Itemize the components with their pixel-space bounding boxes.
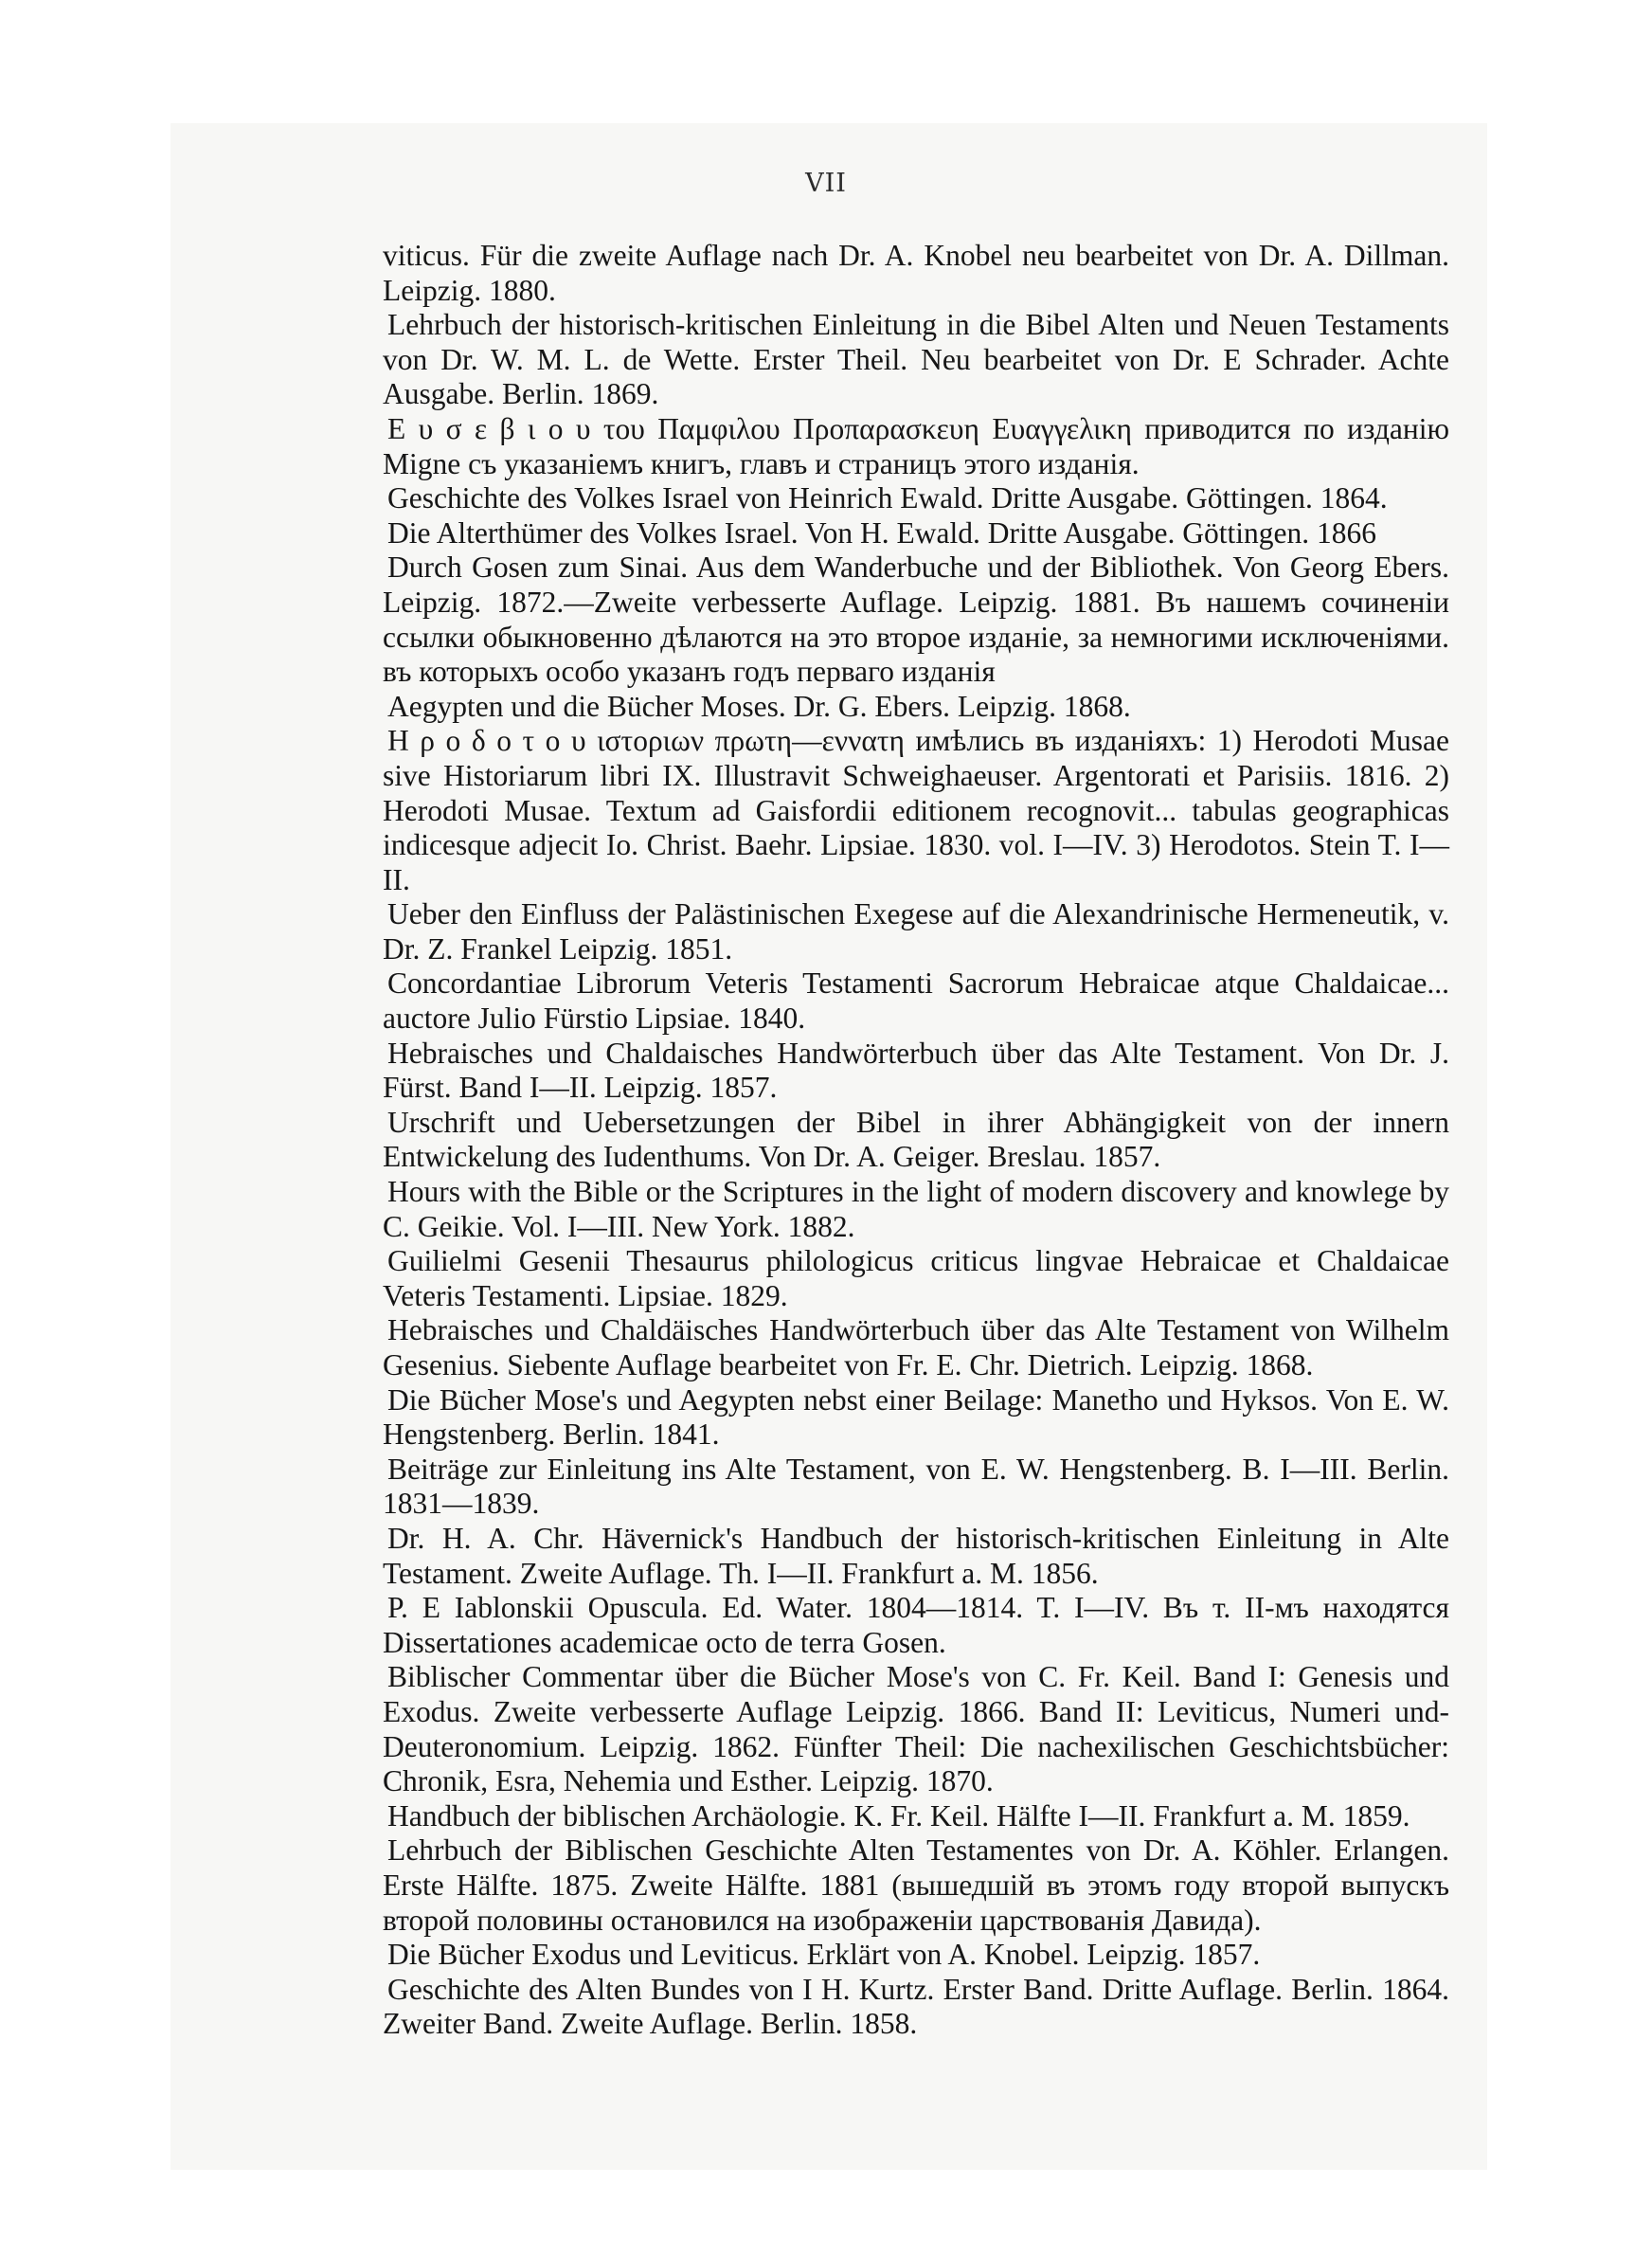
page-number: VII — [805, 169, 847, 198]
bib-entry: Urschrift und Uebersetzungen der Bibel in ihrer Abhängigkeit von der innern Entwickelung des Iudenthums. Von Dr. A. Geiger. Breslau. 1857. — [383, 1105, 1449, 1174]
bib-entry: Ε υ σ ε β ι ο υ του Παμφιλου Προπαρασκευη Ευαγγελικη приводится по изданію Migne съ указаніемъ книгъ, главъ и страницъ этого изданія. — [383, 411, 1449, 480]
bib-entry: Hebraisches und Chaldaisches Handwörterbuch über das Alte Testament. Von Dr. J. Fürst. Band I—II. Leipzig. 1857. — [383, 1036, 1449, 1105]
bib-entry: Lehrbuch der historisch-kritischen Einleitung in die Bibel Alten und Neuen Testaments von Dr. W. M. L. de Wette. Erster Theil. Neu bearbeitet von Dr. E Schrader. Achte Ausgabe. Berlin. 1869. — [383, 308, 1449, 411]
bib-entry: Η ρ ο δ ο τ ο υ ιστοριων πρωτη—εννατη имѣлись въ изданіяхъ: 1) Herodoti Musae sive Historiarum libri IX. Illustravit Schweighaeuser. Argentorati et Parisiis. 1816. 2) Herodoti Musae. Textum ad Gaisfordii editionem recognovit... tabulas geographicas indicesque adjecit Io. Christ. Baehr. Lipsiae. 1830. vol. I—IV. 3) Herodotos. Stein T. I—II. — [383, 724, 1449, 896]
bib-entry: P. E Iablonskii Opuscula. Ed. Water. 1804—1814. T. I—IV. Въ т. II-мъ находятся Dissertationes academicae octo de terra Gosen. — [383, 1591, 1449, 1659]
bib-entry: Durch Gosen zum Sinai. Aus dem Wanderbuche und der Bibliothek. Von Georg Ebers. Leipzig. 1872.—Zweite verbesserte Auflage. Leipzig. 1881. Въ нашемъ сочиненіи ссылки обыкновенно дѣлаются на это второе изданіе, за немногими исключеніями. въ которыхъ особо указанъ годъ перваго изданія — [383, 551, 1449, 689]
bib-entry: Handbuch der biblischen Archäologie. K. Fr. Keil. Hälfte I—II. Frankfurt a. M. 1859. — [387, 1798, 1410, 1833]
bib-entry: Die Alterthümer des Volkes Israel. Von H. Ewald. Dritte Ausgabe. Göttingen. 1866 — [387, 515, 1377, 550]
bib-entry: Geschichte des Volkes Israel von Heinrich Ewald. Dritte Ausgabe. Göttingen. 1864. — [387, 481, 1388, 515]
bib-entry: Dr. H. A. Chr. Hävernick's Handbuch der historisch-kritischen Einleitung in Alte Testament. Zweite Auflage. Th. I—II. Frankfurt a. M. 1856. — [383, 1521, 1449, 1590]
bibliography-text — [383, 239, 1449, 2042]
bib-entry: Hours with the Bible or the Scriptures in the light of modern discovery and knowlege by C. Geikie. Vol. I—III. New York. 1882. — [383, 1175, 1449, 1243]
bib-entry: Concordantiae Librorum Veteris Testamenti Sacrorum Hebraicae atque Chaldaicae... auctore Julio Fürstio Lipsiae. 1840. — [383, 966, 1449, 1036]
bib-entry: Lehrbuch der Biblischen Geschichte Alten Testamentes von Dr. A. Köhler. Erlangen. Erste Hälfte. 1875. Zweite Hälfte. 1881 (вышедшій въ этомъ году второй выпускъ второй половины остановился на изображеніи царствованія Давида). — [383, 1833, 1449, 1937]
bib-entry: Guilielmi Gesenii Thesaurus philologicus criticus lingvae Hebraicae et Chaldaicae Veteris Testamenti. Lipsiae. 1829. — [383, 1244, 1449, 1312]
bib-entry: Biblischer Commentar über die Bücher Mose's von C. Fr. Keil. Band I: Genesis und Exodus. Zweite verbesserte Auflage Leipzig. 1866. Band II: Leviticus, Numeri und-Deuteronomium. Leipzig. 1862. Fünfter Theil: Die nachexilischen Geschichtsbücher: Chronik, Esra, Nehemia und Esther. Leipzig. 1870. — [383, 1660, 1449, 1798]
bib-entry: Die Bücher Mose's und Aegypten nebst einer Beilage: Manetho und Hyksos. Von E. W. Hengstenberg. Berlin. 1841. — [383, 1382, 1449, 1452]
bib-entry: Beiträge zur Einleitung ins Alte Testament, von E. W. Hengstenberg. B. I—III. Berlin. 1831—1839. — [383, 1452, 1449, 1521]
bib-entry: Aegypten und die Bücher Moses. Dr. G. Ebers. Leipzig. 1868. — [387, 689, 1131, 723]
bib-entry: viticus. Für die zweite Auflage nach Dr. A. Knobel neu bearbeitet von Dr. A. Dillman. Leipzig. 1880. — [383, 239, 1449, 307]
bib-entry: Geschichte des Alten Bundes von I H. Kurtz. Erster Band. Dritte Auflage. Berlin. 1864. Zweiter Band. Zweite Auflage. Berlin. 1858. — [383, 1972, 1449, 2041]
bib-entry: Ueber den Einfluss der Palästinischen Exegese auf die Alexandrinische Hermeneutik, v. Dr. Z. Frankel Leipzig. 1851. — [383, 897, 1449, 966]
bib-entry: Hebraisches und Chaldäisches Handwörterbuch über das Alte Testament von Wilhelm Gesenius. Siebente Auflage bearbeitet von Fr. E. Chr. Dietrich. Leipzig. 1868. — [383, 1313, 1449, 1381]
bib-entry: Die Bücher Exodus und Leviticus. Erklärt von A. Knobel. Leipzig. 1857. — [387, 1938, 1261, 1972]
